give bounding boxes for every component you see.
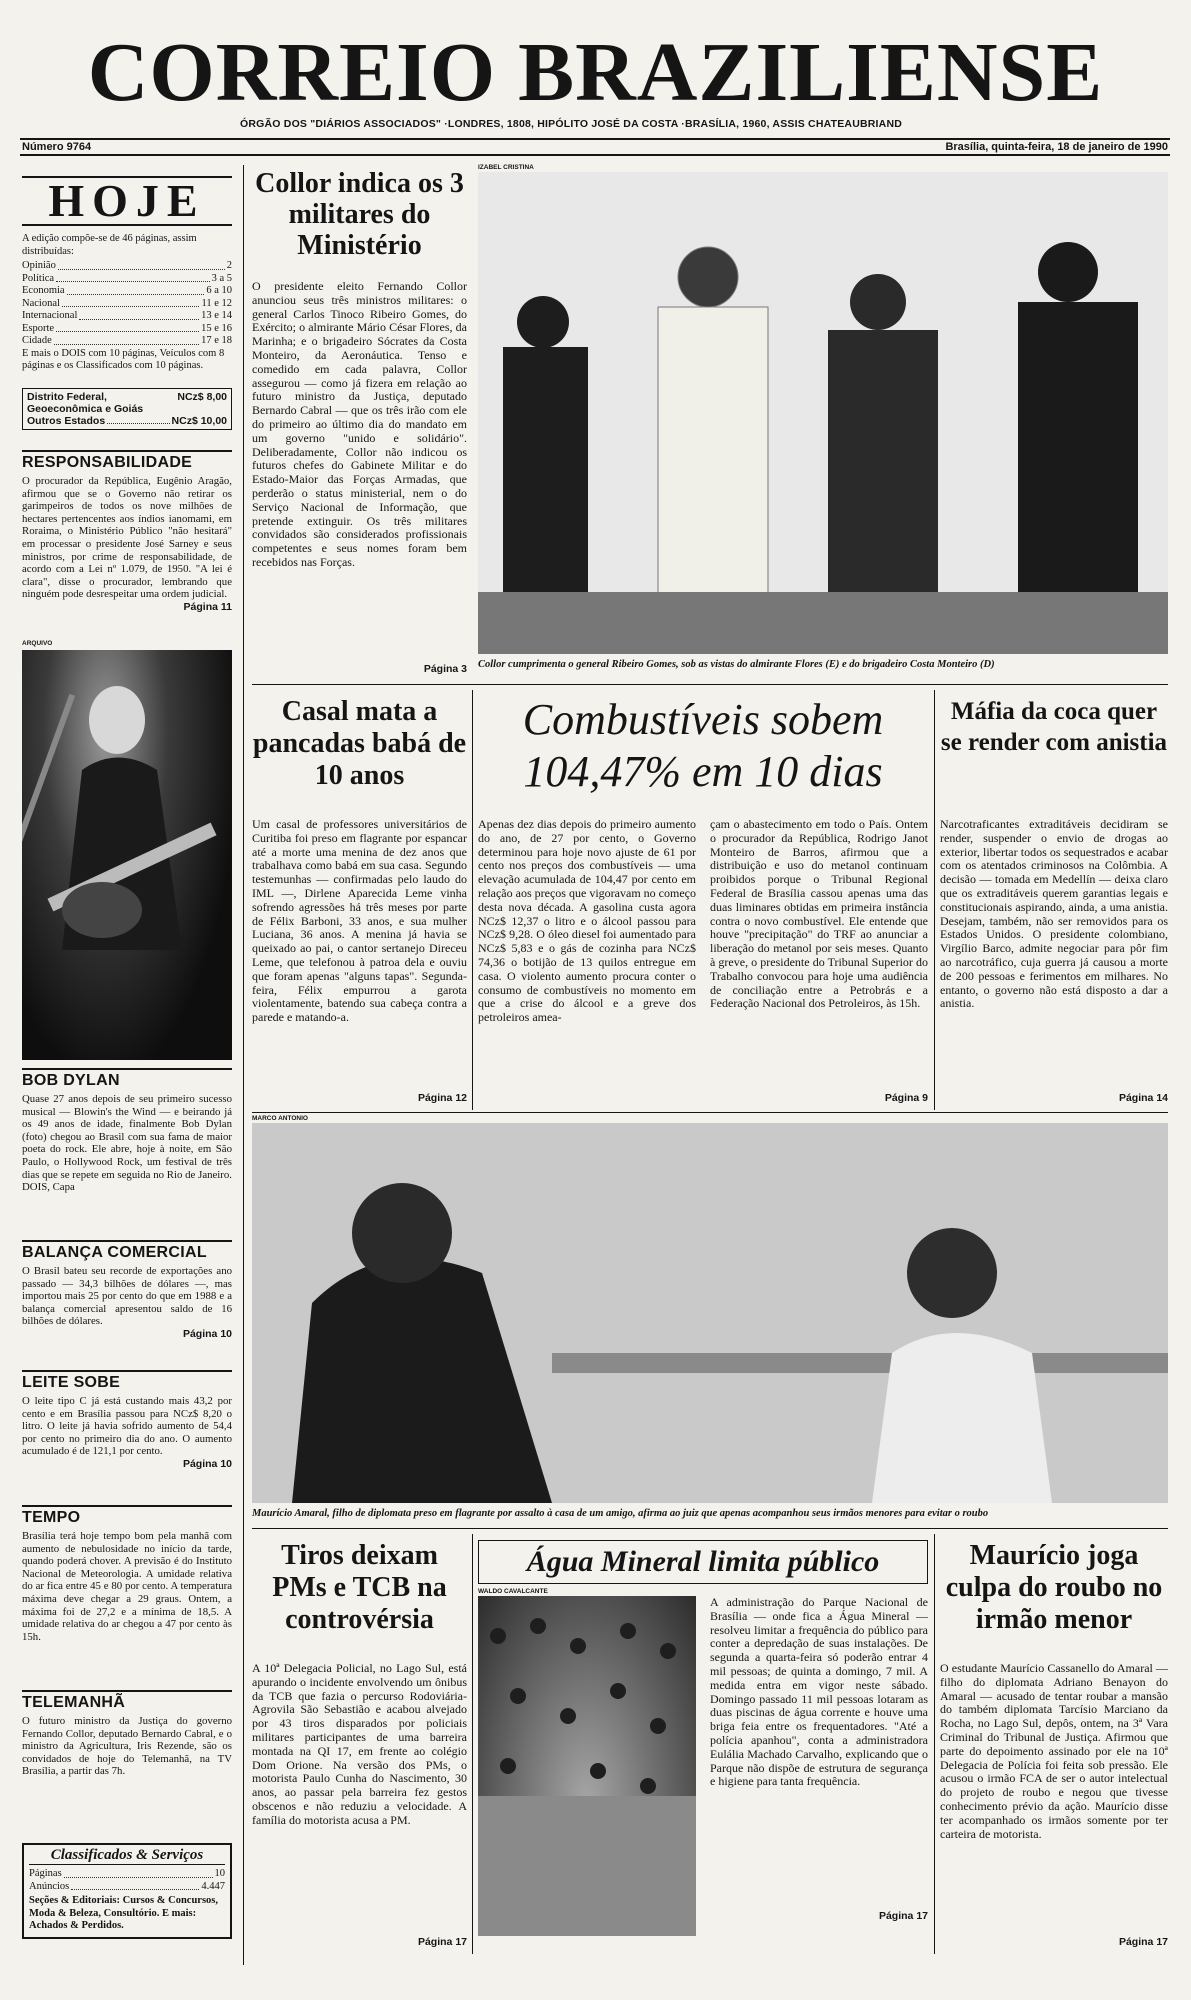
collor-text: O presidente eleito Fernando Collor anunciou seus três ministros militares: o general Carlos Tinoco Ribeiro Gomes, do Exército; o almirante Mário César Flores, da Marinha; e o brigadeiro Sócrates da Costa Monteiro, da Aeronáutica. Tenso e comedido em cada palavra, Collor assegurou — como já fizera em relação ao futuro ministro da Justiça, deputado Bernardo Cabral — que os três irão com ele do primeiro ao último dia do mandato em um governo "unido e solidário". Deliberadamente, Collor não indicou os futuros chefes do Gabinete Militar e do Estado-Maior das Forças Armadas, que perderão o status ministerial, nem o do Serviço Nacional de Informação, que pretende extinguir. Os três militares convidados são considerados profissionais competentes e seus nomes foram bem recebidos nas Forças. [252,279,467,569]
page-ref: Página 17 [1118,1936,1168,1948]
page-ref: Página 3 [423,663,467,675]
section-list-item [22,285,232,298]
agua-mineral-crowd-photo [478,1596,696,1936]
section-pages: 3 a 5 [211,272,232,284]
hoje-intro: A edição compõe-se de 46 páginas, assim distribuídas: [22,233,197,257]
classificados-row: Páginas 10 [29,1868,225,1879]
price-row-df: Distrito Federal, Geoeconômica e Goiás NCz$ 8,00 [27,391,227,415]
brief-title: RESPONSABILIDADE [22,450,232,472]
combustiveis-headline: Combustíveis sobem 104,47% em 10 dias [522,695,884,796]
brief-text: Quase 27 anos depois de seu primeiro sucesso musical — Blowin's the Wind — e beirando já os 49 anos de idade, finalmente Bob Dylan (foto) chegou ao Brasil com sua fama de maior poeta do rock. Ele abre, hoje à noite, em São Paulo, o Hollywood Rock, um festival de três dias que se repete em seguida no Rio de Janeiro. DOIS, Capa [22,1093,232,1194]
section-pages: 11 e 12 [201,297,232,309]
section-pages: 15 e 16 [201,322,232,334]
hoje-extra: E mais o DOIS com 10 páginas, Veículos com 8 páginas e os Classificados com 10 páginas. [22,347,225,371]
section-list-item [22,310,232,323]
page-ref: Página 9 [884,1092,928,1104]
brief-tempo [22,1505,232,1643]
page-ref: Página 12 [417,1092,467,1104]
section-pages: 6 a 10 [206,285,232,296]
brief-title: LEITE SOBE [22,1370,232,1392]
section-list-item [22,323,232,336]
section-name: Internacional [22,310,78,321]
brief-title: BOB DYLAN [22,1068,232,1090]
courtroom-illustration [252,1123,1168,1503]
tiros-headline: Tiros deixam PMs e TCB na controvérsia [272,1540,447,1635]
section-name: Economia [22,285,65,296]
masthead-tagline: ÓRGÃO DOS "DIÁRIOS ASSOCIADOS" ·LONDRES, 1808, HIPÓLITO JOSÉ DA COSTA ·BRASÍLIA, 1960, ASSIS CHATEAUBRIAND [240,118,903,130]
section-name: Opinião [22,260,56,271]
hoje-contents [22,233,232,373]
agua-text: A administração do Parque Nacional de Brasília — onde fica a Água Mineral — resolveu limitar a frequência do público para conter a depredação de suas instalações. De segunda a quarta-feira só poderão entrar 4 mil pessoas; de quinta a domingo, 7 mil. A medida entra em vigor neste sábado. Domingo passado 11 mil pessoas lotaram as duas piscinas de água corrente e houve uma briga feia entre os frequentadores. "Até a polícia apanhou", conta a administradora Eulália Machado Carvalho, explicando que o Parque não dispõe de estrutura de segurança e higiene para tanta frequência. [710,1595,928,1789]
classificados-box [22,1843,232,1939]
brief-text: O Brasil bateu seu recorde de exportações ano passado — 34,3 bilhões de dólares —, mas importou mais 25 por cento do que em 1988 e a balança comercial apresentou saldo de 16 bilhões de dólares. [22,1265,232,1328]
mafia-text: Narcotraficantes extraditáveis decidiram se render, suspender o envio de drogas ao exterior, libertar todos os sequestrados e acabar com os atentados criminosos na Colômbia. A decisão — tomada em Medellín — deixa claro que os extraditáveis querem garantias legais e constitucionais aspirando, ainda, a uma anistia. Desejam, também, não ser removidos para os Estados Unidos. O presidente colombiano, Virgílio Barco, admite negociar para pôr fim ao narcotráfico, cuja guerra já causou a morte de 200 pessoas e ferimentos em milhares. No entanto, o governo não está disposto a dar a anistia. [940,817,1168,1011]
brief-title: TELEMANHÃ [22,1690,232,1712]
page-ref: Página 11 [183,600,232,613]
price-row-outros: Outros Estados NCz$ 10,00 [27,415,227,427]
section-list-item [22,298,232,311]
price-box [22,388,232,430]
combustiveis-text-1: Apenas dez dias depois do primeiro aumento do ano, de 27 por cento, o Governo determinou para hoje novo ajuste de 61 por cento nos preços dos combustíveis — uma elevação acumulada de 104,47 por cento em relação aos preços que vigoravam no começo desta nova década. A gasolina custa agora NCz$ 12,37 o litro e o álcool passou para NCz$ 9,28. O óleo diesel foi aumentado para NCz$ 5,83 e o gás de cozinha para NCz$ 74,36 o botijão de 13 quilos entregue em casa. O violento aumento procura conter o consumo de combustíveis no momento em que a crise do álcool e a greve dos petroleiros amea- [478,817,696,1025]
mafia-headline: Máfia da coca quer se render com anistia [940,698,1168,756]
section-list-item [22,273,232,286]
section-pages: 13 e 14 [201,310,232,321]
casal-headline: Casal mata a pancadas babá de 10 anos [252,696,467,791]
page-ref: Página 10 [182,1457,232,1470]
issue-bar [20,138,1170,156]
agua-headline: Água Mineral limita público [478,1540,928,1584]
section-name: Política [22,272,55,284]
masthead-title: CORREIO BRAZILIENSE [87,26,1104,119]
section-pages: 17 e 18 [201,335,232,346]
mauricio-photo-caption: Maurício Amaral, filho de diplomata preso em flagrante por assalto à casa de um amigo, afirma ao juiz que apenas acompanhou seus irmãos menores para evitar o roubo [252,1508,989,1519]
brief-title: TEMPO [22,1505,232,1527]
brief-text: O leite tipo C já está custando mais 43,2 por cento e em Brasília passou para NCz$ 8,20 o litro. O leite já havia sofrido aumento de 54,4 por cento no primeiro dia do ano. O aumento acumulado é de 121,1 por cento. [22,1395,232,1458]
section-pages: 2 [226,260,232,271]
collor-headline: Collor indica os 3 militares do Ministério [255,168,464,261]
brief-title: BALANÇA COMERCIAL [22,1240,232,1262]
brief-balanca [22,1240,232,1340]
crowd-illustration [478,1596,696,1936]
classificados-title: Classificados & Serviços [29,1847,225,1865]
brief-text: O futuro ministro da Justiça do governo Fernando Collor, deputado Bernardo Cabral, e o ministro da Agricultura, Iris Rezende, são os convidados de hoje do Telemanhã, na TV Brasília, a partir das 7h. [22,1715,232,1778]
photo-credit: ARQUIVO [22,640,53,647]
hoje-title: HOJE [22,176,232,226]
casal-text: Um casal de professores universitários de Curitiba foi preso em flagrante por espancar até a morte uma menina de dez anos que trabalhava como babá em sua casa. Segundo testemunhas — confirmadas pelo laudo do IML —, Dirlene Aparecida Leme vinha sofrendo agressões há três meses por parte de Félix Barboni, 33 anos, e sua mulher Luciana, 36 anos. A menina já havia se queixado ao pai, o cantor sertanejo Direceu Leme, que telefonou à patroa dela e ouviu que foram apenas "alguns tapas". Segunda-feira, Félix empurrou a garota violentamente, batendo sua cabeça contra a parede e matando-a. [252,817,467,1025]
section-list-item [22,260,232,273]
section-list-item [22,335,232,348]
page-ref: Página 17 [417,1936,467,1948]
collor-ministers-photo [478,172,1168,654]
bob-dylan-photo [22,650,232,1060]
mauricio-headline: Maurício joga culpa do roubo no irmão menor [945,1540,1163,1635]
issue-date: Brasília, quinta-feira, 18 de janeiro de 1990 [945,141,1168,153]
photo-credit: WALDO CAVALCANTE [478,1588,548,1595]
handshake-illustration [478,172,1168,654]
brief-text: O procurador da República, Eugênio Aragão, afirmou que se o Governo não retirar os garimpeiros de todos os nove milhões de hectares pertencentes aos índios ianomami, em Roraima, o Ministério Público "não hesitará" em processar o presidente José Sarney e seus ministros, por crime de responsabilidade, de acordo com a Lei nº 1.079, de 1950. "A lei é clara", disse o procurador, lembrando que ninguém pode desrespeitar uma ordem judicial. [22,475,232,601]
collor-caption: Collor cumprimenta o general Ribeiro Gomes, sob as vistas do almirante Flores (E) e do brigadeiro Costa Monteiro (D) [478,659,995,670]
brief-bob-dylan [22,1068,232,1194]
brief-responsabilidade [22,450,232,613]
page-ref: Página 14 [1118,1092,1168,1104]
mauricio-court-photo [252,1123,1168,1503]
brief-leite [22,1370,232,1470]
section-name: Esporte [22,322,55,334]
tiros-text: A 10ª Delegacia Policial, no Lago Sul, está apurando o incidente envolvendo um ônibus da TCB que fazia o percurso Rodoviária-Agrovila São Sebastião e acabou alvejado por 43 tiros disparados por policiais militares participantes de uma barreira montada na QI 17, em frente ao colégio Dom Orione. Na versão dos PMs, o motorista Paulo Cunha do Nascimento, 30 anos, ao passar pela barreira fez gestos obscenos e não reduziu a velocidade. A família do motorista acusa a PM. [252,1661,467,1827]
combustiveis-text-2: çam o abastecimento em todo o País. Ontem o procurador da República, Rodrigo Janot Monteiro de Barros, afirmou que a distribuição e uso do metanol continuam proibidos porque o Tribunal Regional Federal de Brasília cassou apenas uma das duas liminares obtidas em primeira instância contra o novo combustível. Ele entende que houve "precipitação" do TRF ao anunciar a liberação do metanol por seis meses. Quanto à greve, o presidente do Tribunal Superior do Trabalho convocou para hoje uma audiência de conciliação entre a Petrobrás e a Federação Nacional dos Petroleiros, às 15h. [710,817,928,1011]
classificados-text: Seções & Editoriais: Cursos & Concursos, Moda & Beleza, Consultório. E mais: Achados & Perdidos. [29,1895,218,1931]
brief-telemanha [22,1690,232,1778]
brief-text: Brasília terá hoje tempo bom pela manhã com aumento de nebulosidade no início da tarde, quando poderá chover. A previsão é do Instituto Nacional de Meteorologia. A umidade relativa do ar fica entre 45 e 80 por cento. A temperatura máxima deve chegar a 29 graus. Ontem, a máxima foi de 27,2 e a mínima de 18,5. A umidade relativa do ar chegou a 47 por cento às 15h. [22,1530,232,1643]
page-ref: Página 17 [878,1910,928,1922]
photo-credit: IZABEL CRISTINA [478,164,534,171]
section-list [22,260,232,348]
mauricio-text: O estudante Maurício Cassanello do Amaral — filho do diplomata Adriano Benayon do Amaral — acusado de tentar roubar a mansão do também diplomata Tarcísio Marciano da Rocha, no Lago Sul, depôs, ontem, na 3ª Vara Criminal do Tribunal de Justiça. Afirmou que parte do depoimento assinado por ele na 10ª Delegacia de Polícia foi feita sob pressão. Ele acusou o irmão FCA de ser o autor intelectual do projeto de roubo e negou que tivesse conhecimento prévio da ação. Maurício disse ter acompanhado os irmãos somente por ter carteira de motorista. [940,1661,1168,1841]
photo-credit: MARCO ANTONIO [252,1115,308,1122]
section-name: Cidade [22,335,52,346]
section-name: Nacional [22,297,60,309]
page-ref: Página 10 [182,1327,232,1340]
classificados-row: Anúncios 4.447 [29,1880,225,1892]
issue-number: Número 9764 [22,141,92,153]
guitarist-illustration [22,650,232,1060]
